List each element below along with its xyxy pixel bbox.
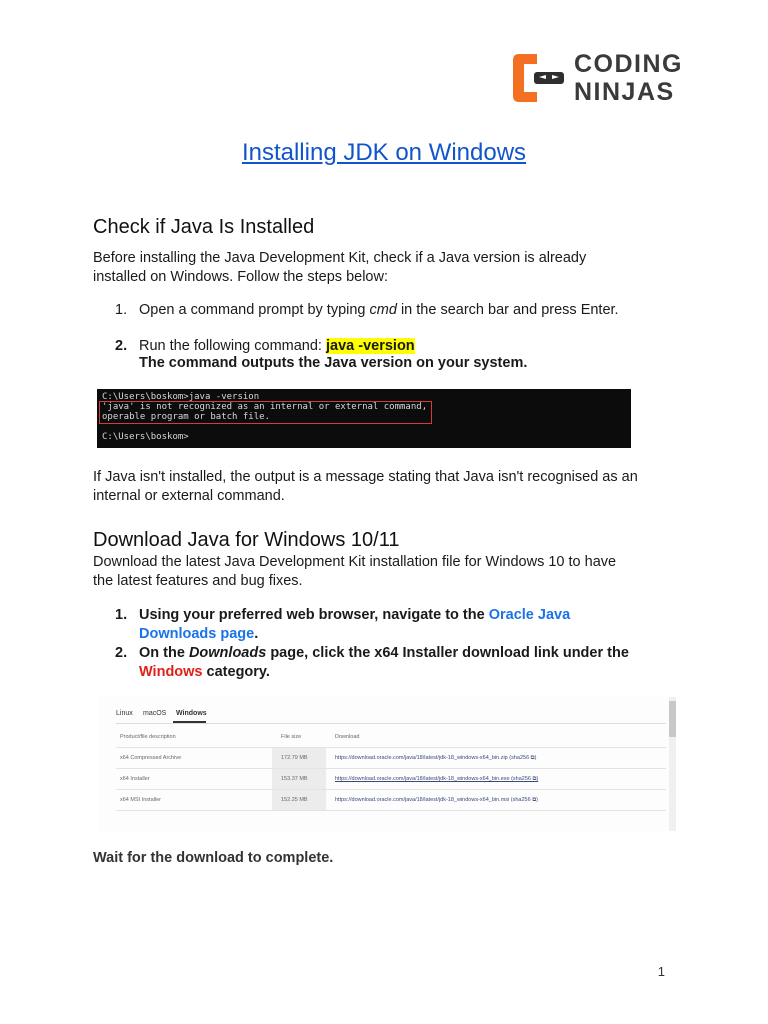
- terminal-screenshot: [97, 389, 631, 448]
- step-click-installer: [115, 644, 715, 684]
- logo-wordmark: [574, 52, 683, 104]
- col-header-size: File size: [281, 734, 302, 740]
- step-text-pre: Run the following command:: [139, 338, 326, 354]
- section1-outro-line2: internal or external command.: [93, 488, 285, 504]
- logo-line2: NINJAS: [574, 78, 675, 106]
- terminal-line: C:\Users\boskom>java -version: [102, 392, 260, 402]
- page-title[interactable]: Installing JDK on Windows: [241, 139, 527, 166]
- step-text-pre: Open a command prompt by typing: [139, 302, 370, 318]
- oracle-downloads-link[interactable]: Oracle Java: [488, 607, 571, 623]
- step-text-post: in the search bar and press Enter.: [396, 302, 619, 318]
- section-heading-check-java: Check if Java Is Installed: [93, 216, 315, 238]
- step-text-mid: page, click the x64 Installer download link under the: [266, 645, 629, 661]
- logo-line1: CODING: [574, 50, 683, 78]
- step-number: 1.: [115, 607, 128, 623]
- section1-intro-line2: installed on Windows. Follow the steps below:: [93, 269, 388, 285]
- page-number: 1: [657, 964, 665, 979]
- section2-intro-line2: the latest features and bug fixes.: [93, 573, 303, 589]
- windows-keyword: Windows: [139, 664, 203, 680]
- row-download-link[interactable]: https://download.oracle.com/java/18/latest/jdk-18_windows-x64_bin.exe (sha256 ⧉): [335, 776, 539, 782]
- step-number: 2.: [115, 338, 128, 354]
- step-text-pre: Using your preferred web browser, navigate to the: [139, 607, 489, 623]
- section1-outro: [93, 468, 713, 506]
- step-text-post: category.: [202, 664, 270, 680]
- col-header-download: Download: [335, 734, 360, 740]
- coding-ninjas-logo: [511, 52, 571, 104]
- section1-intro: [93, 249, 693, 287]
- step-text: [139, 606, 570, 625]
- step-text-cont: [139, 625, 258, 644]
- row-size: 152.25 MB: [281, 797, 308, 803]
- oracle-downloads-link-cont[interactable]: Downloads page: [139, 626, 255, 642]
- step-text: [139, 301, 619, 320]
- downloads-emphasis: Downloads: [188, 645, 267, 661]
- oracle-downloads-screenshot: [98, 697, 676, 831]
- step-open-cmd: [115, 301, 715, 321]
- col-header-description: Product/file description: [120, 734, 176, 740]
- row-divider: [116, 789, 666, 790]
- section1-intro-line1: Before installing the Java Development Kit, check if a Java version is already: [93, 250, 587, 266]
- row-size: 172.79 MB: [281, 755, 308, 761]
- tab-windows[interactable]: Windows: [176, 710, 207, 717]
- step-number: 1.: [115, 302, 128, 318]
- tabs-divider: [116, 723, 666, 724]
- step-text: [139, 644, 629, 663]
- cmd-keyword: cmd: [369, 302, 397, 318]
- row-divider: [116, 768, 666, 769]
- section2-intro-line1: Download the latest Java Development Kit installation file for Windows 10 to have: [93, 554, 617, 570]
- terminal-line: operable program or batch file.: [102, 412, 270, 422]
- row-description: x64 Installer: [120, 776, 150, 782]
- terminal-line: 'java' is not recognized as an internal or external command,: [102, 402, 428, 412]
- step-run-command: [115, 337, 715, 377]
- row-size: 153.37 MB: [281, 776, 308, 782]
- row-download-link[interactable]: https://download.oracle.com/java/18/latest/jdk-18_windows-x64_bin.zip (sha256 ⧉): [335, 755, 537, 761]
- row-description: x64 MSI Installer: [120, 797, 161, 803]
- tab-macos[interactable]: macOS: [143, 710, 167, 717]
- row-divider: [116, 747, 666, 748]
- row-divider: [116, 810, 666, 811]
- step-navigate-oracle: [115, 606, 715, 646]
- step-number: 2.: [115, 645, 128, 661]
- java-version-command: java -version: [326, 338, 415, 354]
- terminal-line: C:\Users\boskom>: [102, 432, 189, 442]
- row-description: x64 Compressed Archive: [120, 755, 182, 761]
- step-text-result: The command outputs the Java version on your system.: [139, 355, 528, 371]
- step-text-cont: [139, 663, 270, 682]
- step-text-pre: On the: [139, 645, 189, 661]
- tab-linux[interactable]: Linux: [116, 710, 133, 717]
- section-heading-download-java: Download Java for Windows 10/11: [93, 529, 400, 551]
- row-download-link[interactable]: https://download.oracle.com/java/18/latest/jdk-18_windows-x64_bin.msi (sha256 ⧉): [335, 797, 538, 803]
- scrollbar-thumb[interactable]: [669, 701, 676, 737]
- section1-outro-line1: If Java isn't installed, the output is a message stating that Java isn't recognised as an: [93, 469, 638, 485]
- step-text-post: .: [254, 626, 259, 642]
- wait-download-text: Wait for the download to complete.: [93, 850, 334, 866]
- section2-intro: [93, 553, 713, 591]
